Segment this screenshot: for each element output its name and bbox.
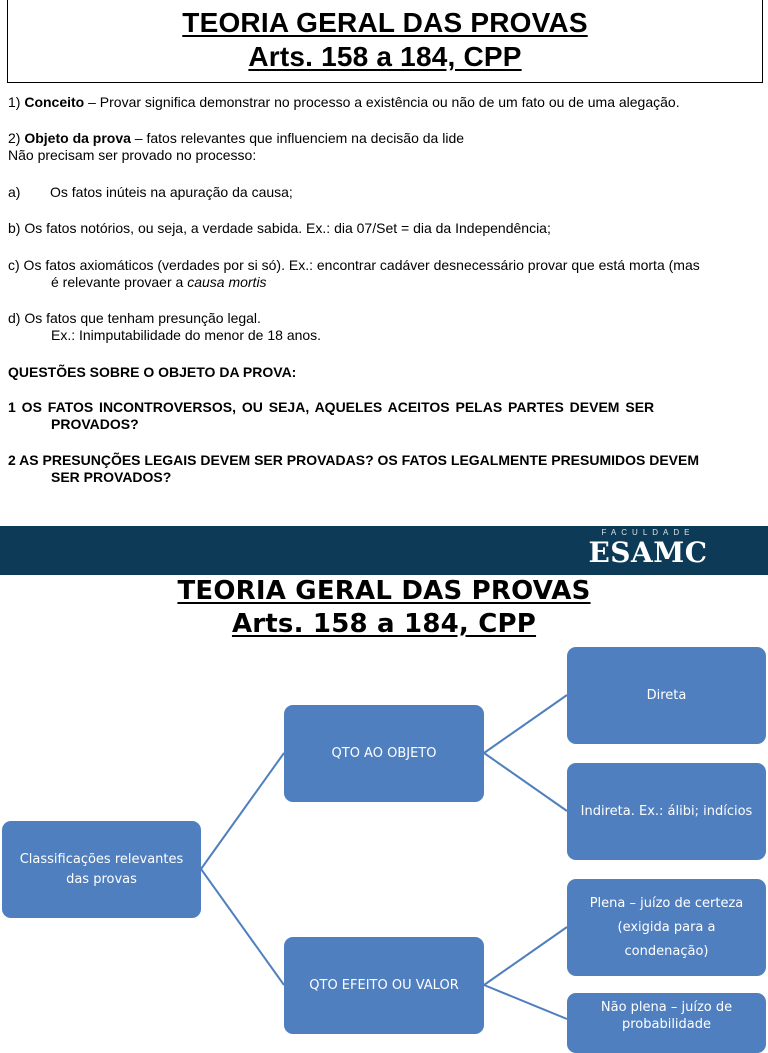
slide-1-title: TEORIA GERAL DAS PROVAS — [182, 7, 588, 38]
paragraph-conceito — [8, 94, 760, 111]
slide-1 — [0, 0, 768, 526]
item-a-text: Os fatos inúteis na apuração da causa; — [50, 184, 293, 200]
connector-root-objeto — [201, 753, 284, 869]
logo-wordmark: ESAMC — [588, 536, 708, 569]
node-qto-objeto — [284, 705, 484, 802]
definition-objeto: – fatos relevantes que influenciem na decisão da lide — [130, 130, 465, 146]
item-c — [8, 257, 760, 291]
connector-efeito-nao-plena — [484, 985, 567, 1019]
question-1-line1: 1 OS FATOS INCONTROVERSOS, OU SEJA, AQUELES ACEITOS PELAS PARTES DEVEM SER — [8, 399, 655, 415]
connector-efeito-plena — [484, 927, 567, 985]
node-qto-efeito — [284, 937, 484, 1034]
item-d-line2: Ex.: Inimputabilidade do menor de 18 anos. — [51, 327, 322, 343]
paragraph-objeto — [8, 130, 760, 164]
question-2-line1: 2 AS PRESUNÇÕES LEGAIS DEVEM SER PROVADAS? OS FATOS LEGALMENTE PRESUMIDOS DEVEM — [8, 452, 700, 468]
item-c-italic: causa mortis — [187, 274, 267, 290]
slide-1-subtitle: Arts. 158 a 184, CPP — [248, 41, 522, 72]
questions-heading: QUESTÕES SOBRE O OBJETO DA PROVA: — [8, 364, 297, 380]
connector-root-efeito — [201, 869, 284, 985]
item-b — [8, 220, 760, 237]
item-c-line1: c) Os fatos axiomáticos (verdades por si só). Ex.: encontrar cadáver desnecessário provar que está morta (mas — [8, 257, 700, 273]
node-qto-objeto-label: QTO AO OBJETO — [331, 745, 437, 761]
node-qto-efeito-label: QTO EFEITO OU VALOR — [309, 977, 459, 993]
objeto-note: Não precisam ser provado no processo: — [8, 147, 257, 163]
paragraph-number: 1) — [8, 94, 25, 110]
connector-objeto-indireta — [484, 753, 567, 811]
node-nao-plena — [567, 993, 766, 1053]
node-indireta-label: Indireta. Ex.: álibi; indícios — [580, 803, 753, 819]
term-objeto-da-prova: Objeto da prova — [24, 130, 131, 146]
question-1-line2: PROVADOS? — [51, 416, 139, 432]
item-a — [8, 184, 760, 201]
question-2-line2: SER PROVADOS? — [51, 469, 172, 485]
logo-subtext: FACULDADE — [601, 528, 695, 537]
node-plena-label: Plena – juízo de certeza (exigida para a condenação) — [589, 895, 744, 959]
item-d-line1: d) Os fatos que tenham presunção legal. — [8, 310, 261, 326]
slide-2-subtitle: Arts. 158 a 184, CPP — [231, 609, 537, 639]
node-indireta — [567, 763, 766, 860]
slide-2 — [0, 575, 768, 1032]
footer-banner — [0, 526, 768, 575]
item-d — [8, 310, 760, 344]
node-root — [2, 821, 201, 918]
term-conceito: Conceito — [24, 94, 85, 110]
connector-objeto-direta — [484, 695, 567, 753]
slide-1-title-box — [7, 0, 763, 83]
node-direta — [567, 647, 766, 744]
question-1 — [8, 399, 760, 433]
item-b-text: b) Os fatos notórios, ou seja, a verdade sabida. Ex.: dia 07/Set = dia da Independência; — [8, 220, 551, 236]
node-nao-plena-label: Não plena – juízo de probabilidade — [600, 1000, 733, 1032]
slide-2-title: TEORIA GERAL DAS PROVAS — [177, 576, 591, 606]
item-c-line2 — [8, 274, 267, 290]
definition-conceito: – Provar significa demonstrar no processo a existência ou não de um fato ou de uma alegação. — [84, 94, 680, 110]
esamc-logo — [588, 528, 708, 572]
node-plena — [567, 879, 766, 976]
item-a-label: a) — [8, 184, 21, 200]
item-c-line2-text: é relevante provaer a — [51, 274, 188, 290]
paragraph-number: 2) — [8, 130, 25, 146]
node-root-label: Classificações relevantes das provas — [19, 851, 184, 887]
node-direta-label: Direta — [646, 687, 687, 703]
question-2 — [8, 452, 760, 486]
